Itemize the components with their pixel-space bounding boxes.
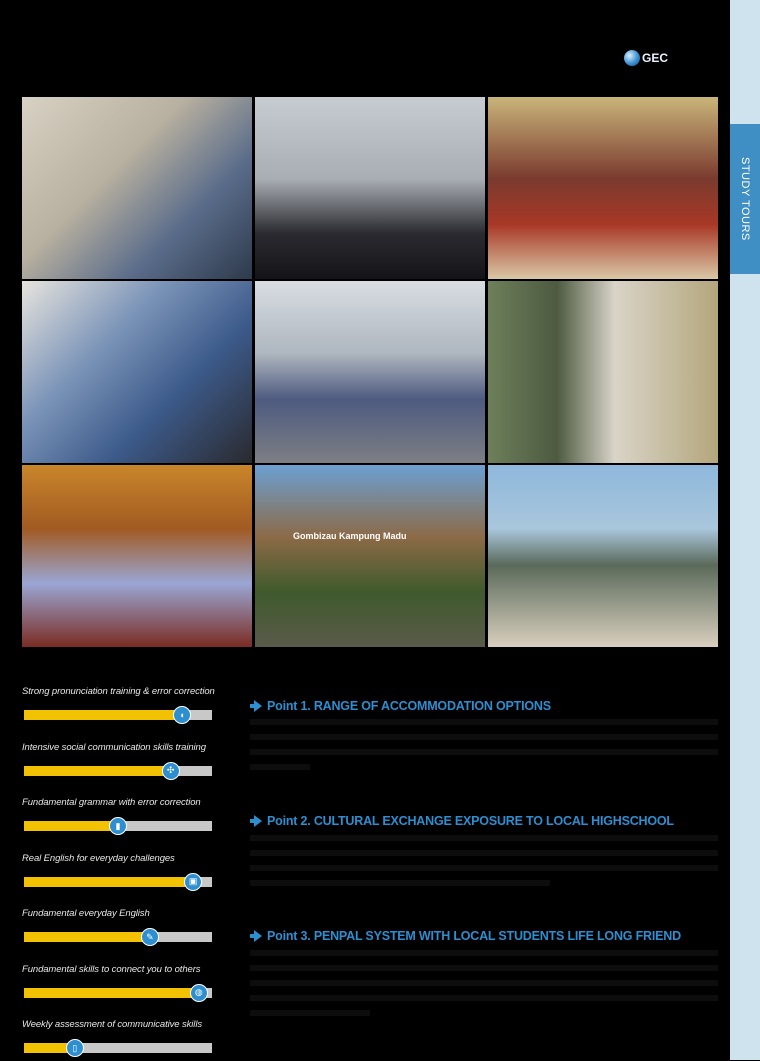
skill-item: [22, 950, 237, 1006]
point-heading: [250, 699, 551, 713]
skill-bar: [24, 988, 212, 998]
skill-item: [22, 783, 237, 839]
photo-classroom-laptop: [22, 97, 252, 279]
photo-library-students: [488, 281, 718, 463]
point-title: Point 3. PENPAL SYSTEM WITH LOCAL STUDENTS LIFE LONG FRIEND: [267, 929, 681, 943]
skill-label: Fundamental skills to connect you to others: [22, 963, 201, 975]
card-icon: ▣: [184, 873, 202, 891]
point-heading: [250, 814, 674, 828]
skill-item: [22, 894, 237, 950]
photo-grid: [22, 97, 719, 647]
point-heading: [250, 929, 681, 943]
photo-kampung-madu: [255, 465, 485, 647]
book-icon: ▮: [109, 817, 127, 835]
skill-label: Strong pronunciation training & error correction: [22, 686, 215, 697]
point-title: Point 2. CULTURAL EXCHANGE EXPOSURE TO LOCAL HIGHSCHOOL: [267, 814, 674, 828]
skill-bar: [24, 710, 212, 720]
logo-text: GEC: [642, 51, 669, 65]
skill-label: Fundamental everyday English: [22, 908, 150, 919]
arrow-right-icon: [250, 815, 262, 827]
globe-icon: [624, 50, 640, 66]
skill-item: [22, 839, 237, 895]
skill-label: Real English for everyday challenges: [22, 852, 175, 864]
photo-cooking-class: [22, 281, 252, 463]
globe-icon: ◍: [190, 984, 208, 1002]
gec-logo: [624, 50, 668, 66]
tab-study-tours[interactable]: [730, 124, 760, 274]
photo-sign-text: Gombizau Kampung Madu: [293, 531, 407, 541]
skill-bar: [24, 821, 212, 831]
ear-icon: ◖: [173, 706, 191, 724]
skills-panel: [22, 672, 237, 1061]
skill-item: [22, 728, 237, 784]
skill-bar: [24, 932, 212, 942]
phone-icon: ▯: [66, 1039, 84, 1057]
photo-group-banner-hall: [22, 465, 252, 647]
photo-beach-group: [488, 465, 718, 647]
pen-icon: ✎: [141, 928, 159, 946]
arrow-right-icon: [250, 700, 262, 712]
photo-presentation: [255, 97, 485, 279]
photo-group-dinner: [488, 97, 718, 279]
skill-item: [22, 672, 237, 728]
skill-bar: [24, 1043, 212, 1053]
point-title: Point 1. RANGE OF ACCOMMODATION OPTIONS: [267, 699, 551, 713]
skill-item: [22, 1005, 237, 1061]
tab-study-tours-label: STUDY TOURS: [739, 157, 751, 241]
share-icon: ✣: [162, 762, 180, 780]
skill-label: Intensive social communication skills training: [22, 741, 206, 753]
skill-bar: [24, 877, 212, 887]
skill-label: Fundamental grammar with error correction: [22, 797, 201, 808]
arrow-right-icon: [250, 930, 262, 942]
photo-school-group-banner: [255, 281, 485, 463]
skill-label: Weekly assessment of communicative skills: [22, 1019, 202, 1030]
skill-bar: [24, 766, 212, 776]
